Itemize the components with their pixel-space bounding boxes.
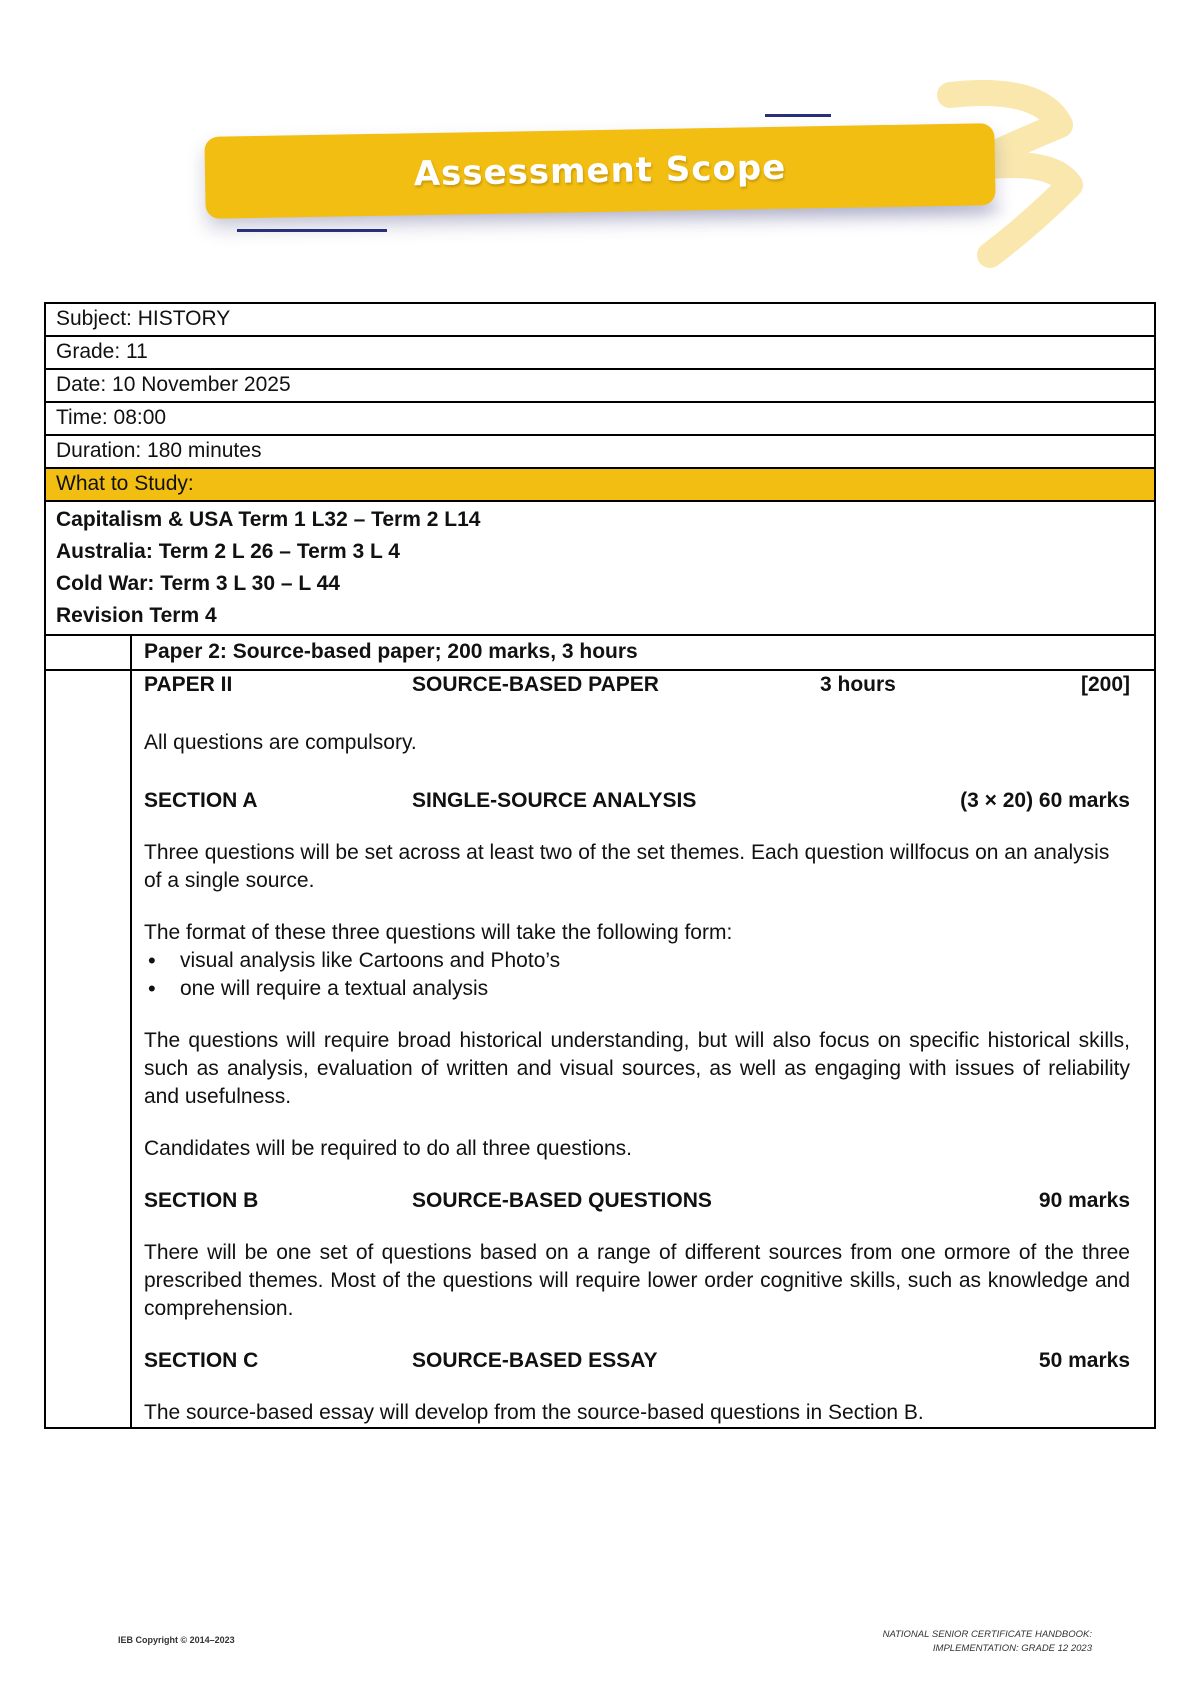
section-b-name: SOURCE-BASED QUESTIONS [412, 1189, 712, 1212]
paper-title-row [144, 671, 1130, 699]
subject-row: Subject: HISTORY [46, 304, 1154, 337]
section-b-marks: 90 marks [1038, 1189, 1130, 1212]
paper-type: SOURCE-BASED PAPER [412, 673, 659, 696]
banner-ribbon [204, 123, 995, 219]
section-c-paragraph: The source-based essay will develop from the source-based questions in Section B. [144, 1401, 924, 1424]
page-title: Assessment Scope [413, 147, 787, 195]
section-a-name: SINGLE-SOURCE ANALYSIS [412, 789, 697, 812]
section-a-paragraph: Candidates will be required to do all three questions. [144, 1137, 632, 1160]
section-c-name: SOURCE-BASED ESSAY [412, 1349, 658, 1372]
grade-row: Grade: 11 [46, 337, 1154, 370]
blank-cell [46, 636, 132, 669]
assessment-scope-table [44, 302, 1156, 1429]
section-c-heading [144, 1347, 1130, 1375]
study-topics [46, 502, 1154, 636]
paper-heading-row [46, 636, 1154, 671]
handbook-line: IMPLEMENTATION: GRADE 12 2023 [932, 1643, 1092, 1654]
duration-row: Duration: 180 minutes [46, 436, 1154, 469]
section-b-label: SECTION B [144, 1189, 259, 1212]
date-row: Date: 10 November 2025 [46, 370, 1154, 403]
time-row: Time: 08:00 [46, 403, 1154, 436]
decorative-line-top [765, 114, 831, 117]
header-banner [0, 0, 1200, 290]
section-a-bullets [144, 947, 1130, 1003]
handbook-footer [883, 1628, 1092, 1656]
section-c-marks: 50 marks [1038, 1349, 1130, 1372]
section-a-heading [144, 787, 1130, 815]
bullet-item: • visual analysis like Cartoons and Photo’s [144, 947, 1130, 975]
section-b-heading [144, 1187, 1130, 1215]
section-c-label: SECTION C [144, 1349, 259, 1372]
paper-heading: Paper 2: Source-based paper; 200 marks, 3 hours [144, 640, 638, 663]
handbook-line: NATIONAL SENIOR CERTIFICATE HANDBOOK: [882, 1629, 1092, 1640]
topic-item: Revision Term 4 [56, 604, 217, 627]
topic-item: Australia: Term 2 L 26 – Term 3 L 4 [56, 540, 400, 563]
section-b-paragraph: There will be one set of questions based on a range of different sources from one ormore of the three prescribed themes. Most of the questions will require lower order cognitive skills, such as knowledge and comprehension. [144, 1241, 1130, 1320]
copyright-notice: IEB Copyright © 2014–2023 [118, 1635, 235, 1645]
paper-details-row [46, 671, 1154, 1427]
topic-item: Cold War: Term 3 L 30 – L 44 [56, 572, 340, 595]
compulsory-note: All questions are compulsory. [144, 731, 417, 754]
paper-total-marks: [200] [1080, 673, 1130, 696]
paper-number: PAPER II [144, 673, 233, 696]
bullet-item: • one will require a textual analysis [144, 975, 1130, 1003]
blank-cell [46, 671, 132, 1427]
what-to-study-row: What to Study: [46, 469, 1154, 502]
section-a-paragraph: Three questions will be set across at least two of the set themes. Each question willfocus on an analysis of a single source. [144, 841, 1110, 892]
section-a-marks: (3 × 20) 60 marks [960, 789, 1130, 812]
section-a-paragraph: The format of these three questions will take the following form: [144, 921, 733, 944]
paper-details [132, 671, 1154, 1427]
decorative-line-bottom [237, 229, 387, 232]
section-a-paragraph: The questions will require broad historical understanding, but will also focus on specific historical skills, such as analysis, evaluation of written and visual sources, as well as engaging with issues of reliability and usefulness. [144, 1029, 1130, 1108]
paper-duration: 3 hours [820, 673, 896, 696]
section-a-label: SECTION A [144, 789, 258, 812]
topic-item: Capitalism & USA Term 1 L32 – Term 2 L14 [56, 508, 481, 531]
